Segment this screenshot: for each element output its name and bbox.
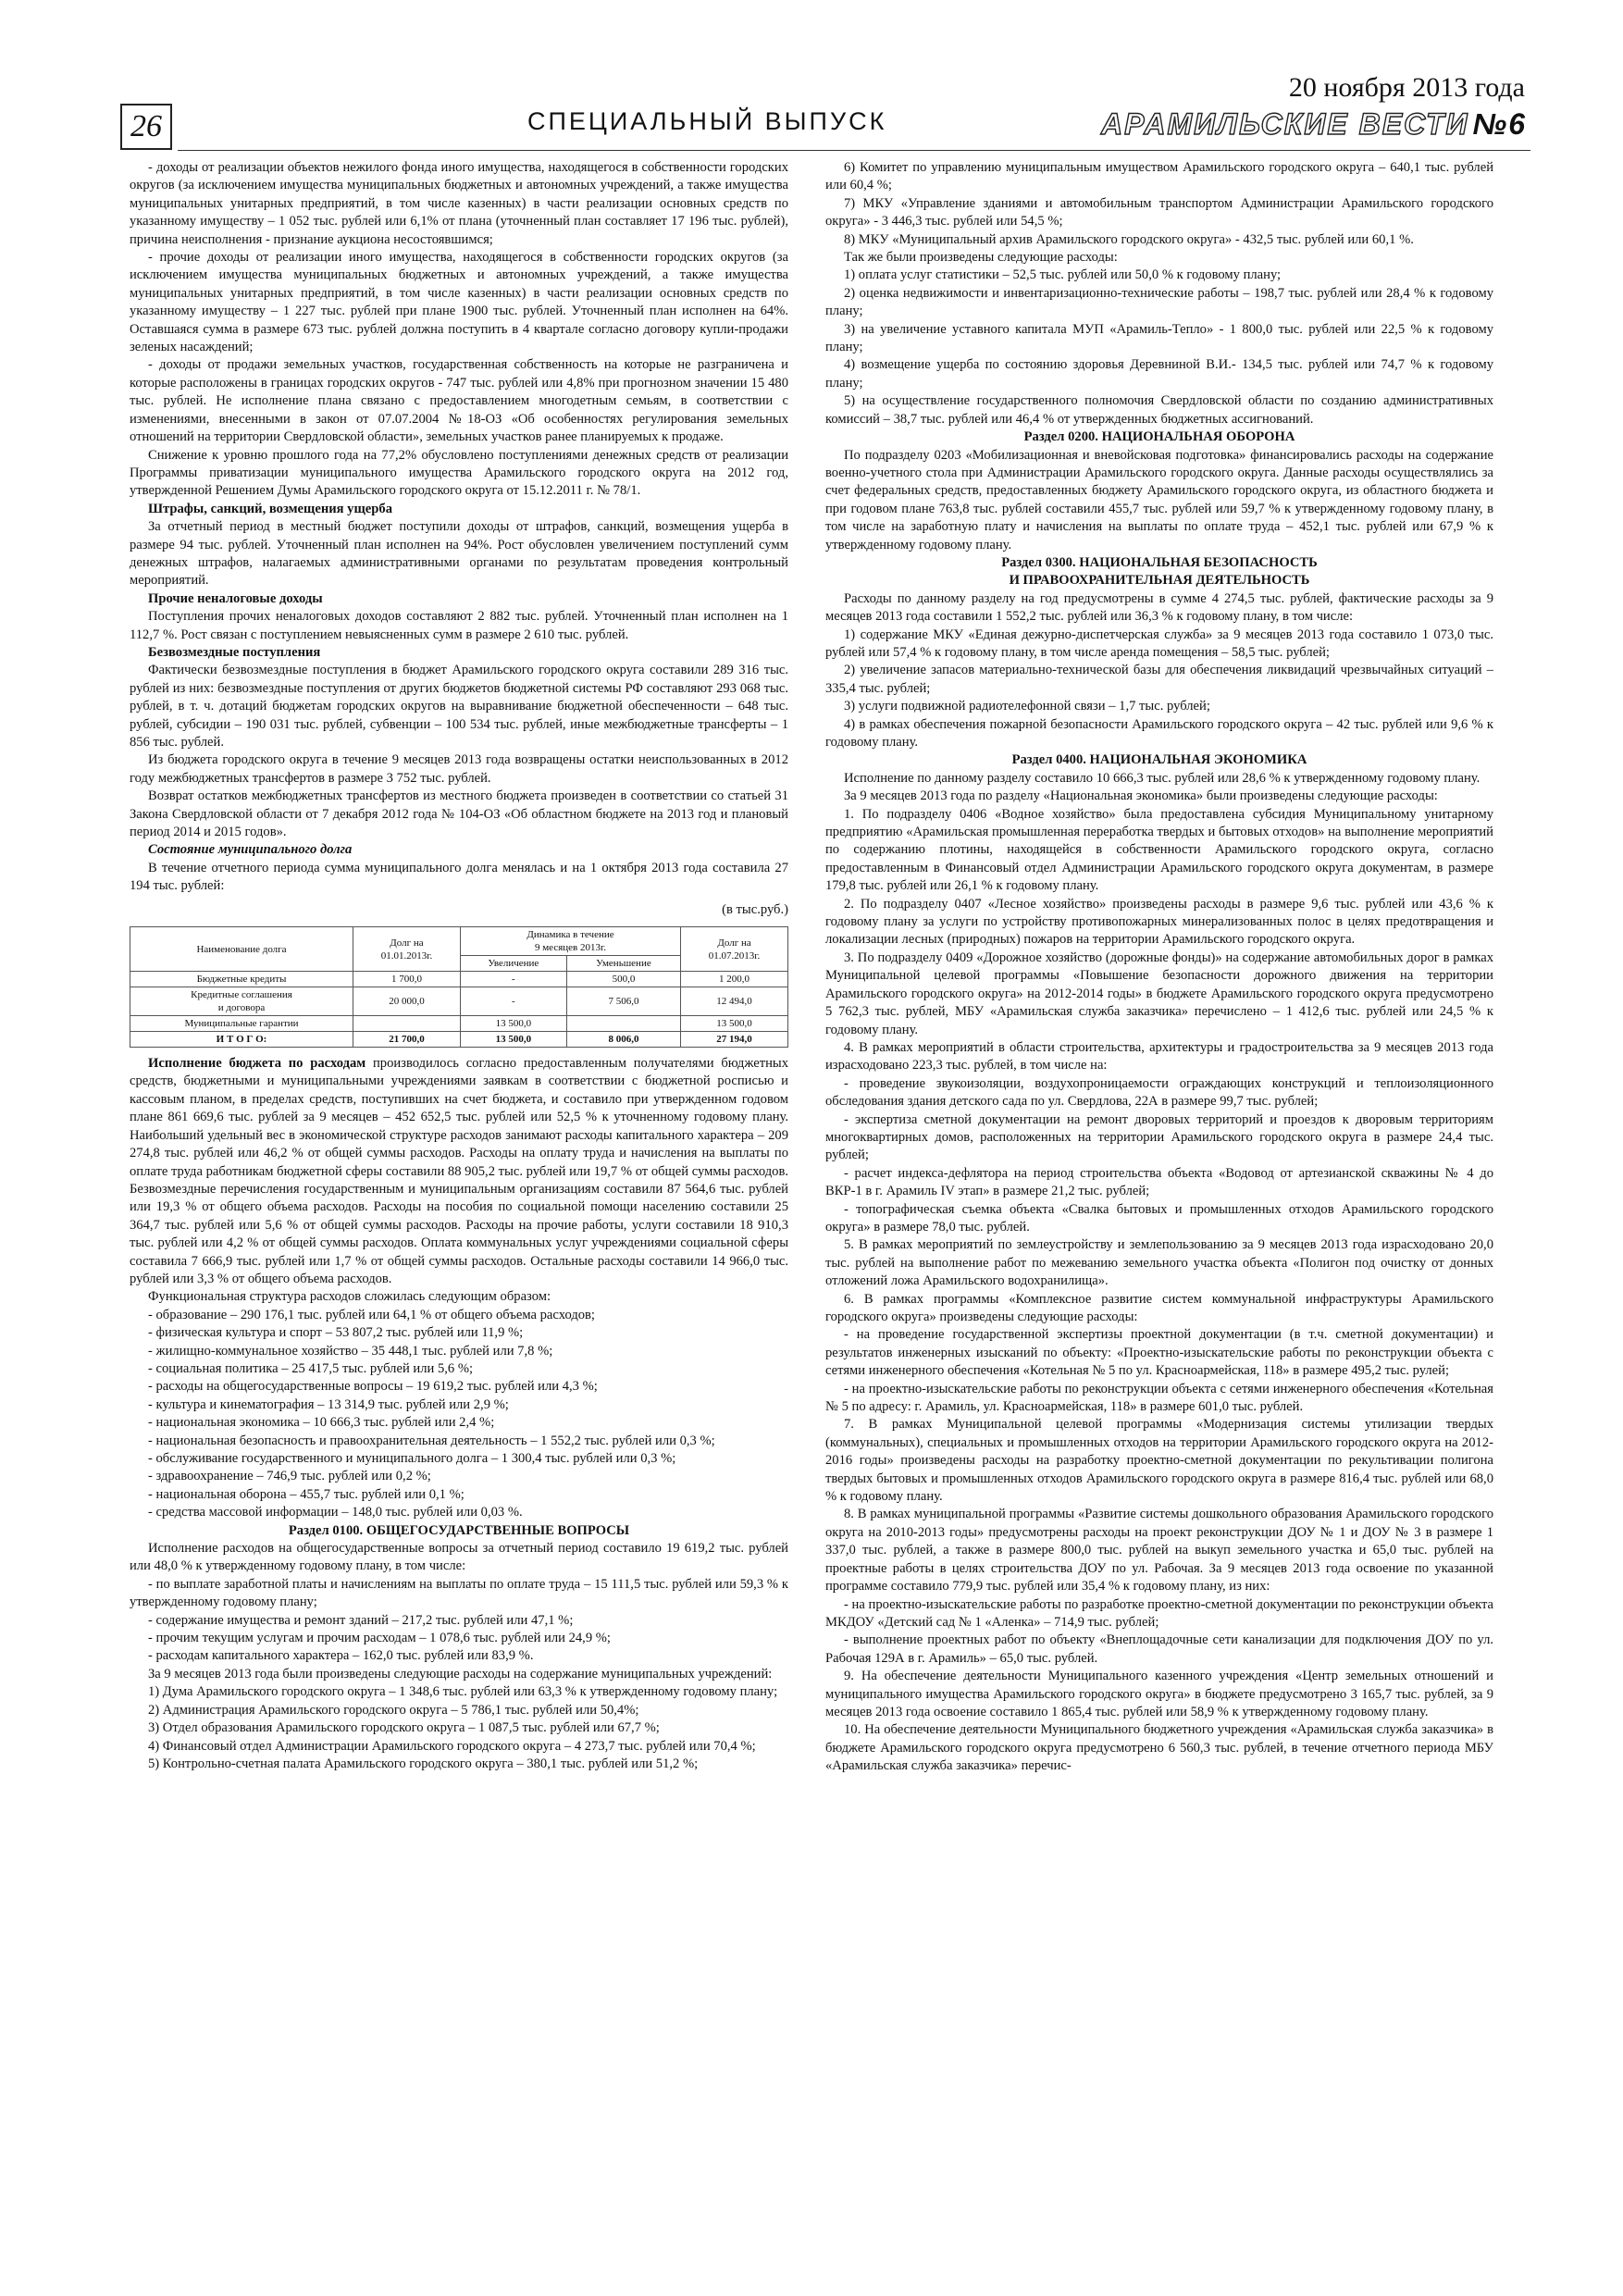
table-cell: Муниципальные гарантии [130,1016,353,1032]
header-text: Долг на [390,937,424,949]
table-cell: 1 200,0 [681,972,788,987]
paragraph [130,1055,788,1288]
paragraph: Функциональная структура расходов сложилась следующим образом: [148,1289,551,1305]
paragraph: За 9 месяцев 2013 года по разделу «Национальная экономика» были произведены следующие расходы: [844,788,1438,804]
paragraph: Снижение к уровню прошлого года на 77,2% обусловлено поступлениями денежных средств от реализации Программы приватизации муниципального имущества Арамильского городского округа на 2012 год, утвержденной Решением Думы Арамильского городского округа от 15.12.2011 г. № 78/1. [130,447,788,499]
paragraph: 3. По подразделу 0409 «Дорожное хозяйство (дорожные фонды)» на содержание автомобильных дорог в рамках Муниципальной целевой программы «Повышение безопасности дорожного движения на территории Арамильского городского округа» на 2012-2014 годы» в бюджете Арамильского городского округа предусмотрено 5 762,3 тыс. рублей, МБУ «Арамильская служба заказчика» перечислено – 1 412,6 тыс. рублей или 24,5 % к годовому плану. [825,949,1493,1037]
paragraph: За 9 месяцев 2013 года были произведены следующие расходы на содержание муниципальных учреждений: [148,1666,773,1682]
table-cell: 21 700,0 [353,1032,461,1048]
list-item: - расходам капитального характера – 162,0 тыс. рублей или 83,9 %. [148,1648,534,1664]
paragraph: 1. По подразделу 0406 «Водное хозяйство» была предоставлена субсидия Муниципальному унитарному предприятию «Арамильская промышленная переработка твердых и бытовых отходов» на выполнение мероприятий по содержанию плотины, находящейся в собственности Арамильского городского округа, согласно предоставленным в Финансовый отдел Администрации Арамильского городского округа документам, в размере 179,8 тыс. рублей или 26,1 % к годовому плану. [825,806,1493,894]
paragraph: - доходы от реализации объектов нежилого фонда иного имущества, находящегося в собственности городских округов (за исключением имущества муниципальных бюджетных и автономных учреждений, а также имущества муниципальных унитарных предприятий, в том числе казенных) в части реализации основных средств по указанному имуществу – 1 052 тыс. рублей или 6,1% от плана (уточненный план составляет 17 196 тыс. рублей), причина неисполнения - признание аукциона несостоявшимся; [130,160,788,247]
table-row [130,987,788,1016]
paragraph: Из бюджета городского округа в течение 9 месяцев 2013 года возвращены остатки неиспользованных в 2012 году межбюджетных трансфертов в размере 3 752 тыс. рублей. [130,752,788,786]
list-item: - жилищно-коммунальное хозяйство – 35 448,1 тыс. рублей или 7,8 %; [148,1343,553,1359]
table-cell: И Т О Г О: [130,1032,353,1048]
section-heading: Раздел 0300. НАЦИОНАЛЬНАЯ БЕЗОПАСНОСТЬ [1001,554,1318,570]
subheading: Состояние муниципального долга [148,842,353,858]
subheading: Прочие неналоговые доходы [148,590,323,606]
list-item: 8) МКУ «Муниципальный архив Арамильского городского округа» - 432,5 тыс. рублей или 60,1 %. [844,231,1414,247]
header-text: Динамика в течение [527,929,614,941]
list-item: - социальная политика – 25 417,5 тыс. рублей или 5,6 %; [148,1360,474,1376]
list-item: - по выплате заработной платы и начислениям на выплаты по оплате труда – 15 111,5 тыс. рублей или 59,3 % к утвержденному годовому плану; [130,1576,788,1610]
list-item: 6) Комитет по управлению муниципальным имуществом Арамильского городского округа – 640,1 тыс. рублей или 60,4 %; [825,160,1493,193]
cell-text: и договора [217,1002,266,1014]
paragraph: За отчетный период в местный бюджет поступили доходы от штрафов, санкций, возмещения ущерба в размере 94 тыс. рублей. Уточненный план исполнен на 94%. Рост обусловлен увеличением поступлений сумм денежных штрафов, налагаемых административными органами по результатам проведения контрольный мероприятий. [130,519,788,589]
table-header-cell [353,927,461,972]
table-cell: 12 494,0 [681,987,788,1016]
list-item: 5) на осуществление государственного полномочия Свердловской области по созданию административных комиссий – 38,7 тыс. рублей или 46,4 % от утвержденных бюджетных ассигнований. [825,393,1493,427]
table-unit: (в тыс.руб.) [722,901,788,917]
paragraph: 2. По подразделу 0407 «Лесное хозяйство» произведены расходы в размере 9,6 тыс. рублей или 43,6 % к годовому плану за услуги по устройству противопожарных минерализованных полос в целях предотвращения и локализации лесных (природных) пожаров на территории Арамильского городского округа. [825,896,1493,948]
issue-date: 20 ноября 2013 года [1288,72,1525,103]
subheading: Штрафы, санкций, возмещения ущерба [148,501,392,516]
paragraph: Так же были произведены следующие расходы: [844,250,1118,266]
table-cell: 20 000,0 [353,987,461,1016]
header-text: 01.07.2013г. [708,949,761,962]
list-item: 4) Финансовый отдел Администрации Арамильского городского округа – 4 273,7 тыс. рублей или 70,4 %; [148,1738,756,1754]
paragraph: 7. В рамках Муниципальной целевой программы «Модернизация системы утилизации твердых (коммунальных), специальных и промышленных отходов на территории Арамильского городского округа на 2012-2016 годы» произведены расходы на разработку проектно-сметной документации по рекультивации полигона твердых бытовых и промышленных отходов Арамильского городского округа в размере 816,4 тыс. рублей или 68,0 % к годовому плану. [825,1417,1493,1505]
lead-phrase: Исполнение бюджета по расходам [148,1056,366,1072]
list-item: - проведение звукоизоляции, воздухопроницаемости ограждающих конструкций и теплоизоляционного обследования здания детского сада по ул. Свердлова, 22А в размере 99,7 тыс. рублей; [825,1075,1493,1110]
list-item: 3) услуги подвижной радиотелефонной связи – 1,7 тыс. рублей; [844,699,1210,714]
paragraph: 6. В рамках программы «Комплексное развитие систем коммунальной инфраструктуры Арамильского городского округа» произведены следующие расходы: [825,1291,1493,1324]
list-item: 3) Отдел образования Арамильского городского округа – 1 087,5 тыс. рублей или 67,7 %; [148,1720,660,1736]
list-item: - национальная безопасность и правоохранительная деятельность – 1 552,2 тыс. рублей или 0,3 %; [148,1433,715,1448]
table-row [130,1016,788,1032]
list-item: - экспертиза сметной документации на ремонт дворовых территорий и проездов к дворовым территориям многоквартирных домов, расположенных на территории Арамильского городского округа в размере 24,4 тыс. рублей; [825,1111,1493,1163]
table-cell: 500,0 [566,972,680,987]
list-item: 1) оплата услуг статистики – 52,5 тыс. рублей или 50,0 % к годовому плану; [844,267,1282,283]
right-column [825,159,1493,2278]
paragraph: Исполнение расходов на общегосударственные вопросы за отчетный период составило 19 619,2 тыс. рублей или 48,0 % к утвержденному годовому плану, в том числе: [130,1541,788,1574]
list-item: 1) Дума Арамильского городского округа – 1 348,6 тыс. рублей или 63,3 % к утвержденному годовому плану; [148,1684,778,1700]
table-cell [566,1016,680,1032]
list-item: 5) Контрольно-счетная палата Арамильского городского округа – 380,1 тыс. рублей или 51,2 %; [148,1756,699,1771]
paragraph: 10. На обеспечение деятельности Муниципального бюджетного учреждения «Арамильская служба заказчика» в бюджете Арамильского городского округа предусмотрено 6 560,3 тыс. рублей, в течение отчетного периода МБУ «Арамильская служба заказчика» перечис- [825,1722,1493,1774]
left-column [130,159,788,2278]
table-header-row [130,927,788,956]
issue-number: №6 [1472,107,1527,141]
list-item: - физическая культура и спорт – 53 807,2 тыс. рублей или 11,9 %; [148,1325,524,1341]
paragraph: В течение отчетного периода сумма муниципального долга менялась и на 1 октября 2013 года составила 27 194 тыс. рублей: [130,860,788,894]
list-item: - национальная оборона – 455,7 тыс. рублей или 0,1 %; [148,1486,465,1502]
paragraph: 5. В рамках мероприятий по землеустройству и землепользованию за 9 месяцев 2013 года израсходовано 20,0 тыс. рублей на выполнение работ по межеванию земельного участка объекта «Полигон под очистку от донных отложений ложа Арамильского водохранилища». [825,1237,1493,1289]
table-cell: 13 500,0 [460,1032,566,1048]
section-heading: Раздел 0200. НАЦИОНАЛЬНАЯ ОБОРОНА [1023,429,1295,445]
list-item: - культура и кинематография – 13 314,9 тыс. рублей или 2,9 %; [148,1396,509,1412]
cell-text: Кредитные соглашения [191,989,292,1001]
list-item: - образование – 290 176,1 тыс. рублей или 64,1 % от общего объема расходов; [148,1307,595,1322]
table-cell: 8 006,0 [566,1032,680,1048]
section-title: СПЕЦИАЛЬНЫЙ ВЫПУСК [527,107,887,135]
masthead [1101,107,1527,142]
table-cell: 7 506,0 [566,987,680,1016]
paragraph: Фактически безвозмездные поступления в бюджет Арамильского городского округа составили 289 316 тыс. рублей из них: безвозмездные поступления от других бюджетов бюджетной системы РФ составляют 293 068 тыс. рублей, в т. ч. дотаций бюджетам городских округов на выравнивание бюджетной обеспеченности – 648 тыс. рублей, субсидии – 190 031 тыс. рублей, субвенции – 100 534 тыс. рублей, иные межбюджетные трансферты – 1 856 тыс. рублей. [130,663,788,750]
list-item: 1) содержание МКУ «Единая дежурно-диспетчерская служба» за 9 месяцев 2013 года составило 1 073,0 тыс. рублей или 57,4 % к годовому плану, в том числе аренда помещения – 58,5 тыс. рублей; [825,627,1493,660]
table-cell: 1 700,0 [353,972,461,987]
header-rule [178,150,1530,151]
list-item: - здравоохранение – 746,9 тыс. рублей или 0,2 %; [148,1469,431,1484]
paragraph: Исполнение по данному разделу составило 10 666,3 тыс. рублей или 28,6 % к утвержденному годовому плану. [844,770,1481,786]
table-row [130,972,788,987]
subheading: Безвозмездные поступления [148,644,321,660]
table-cell [353,1016,461,1032]
table-header-cell: Наименование долга [130,927,353,972]
table-cell: 13 500,0 [460,1016,566,1032]
paragraph: 4. В рамках мероприятий в области строительства, архитектуры и градостроительства за 9 месяцев 2013 года израсходовано 223,3 тыс. рублей, в том числе на: [825,1039,1493,1074]
section-heading: Раздел 0400. НАЦИОНАЛЬНАЯ ЭКОНОМИКА [1011,752,1307,768]
table-total-row [130,1032,788,1048]
paragraph: Расходы по данному разделу на год предусмотрены в сумме 4 274,5 тыс. рублей, фактические расходы за 9 месяцев 2013 года составили 1 552,2 тыс. рублей или 36,3 % к годовому плану, в том числе: [825,590,1493,625]
header-text: Долг на [717,937,751,949]
list-item: - национальная экономика – 10 666,3 тыс. рублей или 2,4 %; [148,1415,495,1431]
table-cell: - [460,987,566,1016]
list-item: - на проведение государственной экспертизы проектной документации (в т.ч. сметной документации) и результатов инженерных изысканий по объекту: «Проектно-изыскательские работы по реконструкции объекта с сетями инженерного обеспечения «Котельная № 5 по ул. Красноармейская, 118» в размере 495,2 тыс. рулей; [825,1327,1493,1379]
table-cell: 27 194,0 [681,1032,788,1048]
debt-table [130,926,788,1048]
page-header [120,72,1530,152]
list-item: - топографическая съемка объекта «Свалка бытовых и промышленных отходов Арамильского городского округа» в размере 78,0 тыс. рублей. [825,1201,1493,1235]
paragraph: - доходы от продажи земельных участков, государственная собственность на которые не разграничена и которые расположены в границах городских округов - 747 тыс. рублей или 4,8% при прогнозном значении 15 480 тыс. рублей. Не исполнение плана связано с предоставлением многодетным семьям, в соответствии с изменениями, внесенными в закон от 07.07.2004 №18-ОЗ «Об особенностях регулирования земельных отношений на территории Свердловской области», земельных участков ранее планируемых к продаже. [130,357,788,445]
paragraph: Возврат остатков межбюджетных трансфертов из местного бюджета произведен в соответствии со статьей 31 Закона Свердловской области от 7 декабря 2012 года № 104-ОЗ «Об областном бюджете на 2013 год и плановый период 2014 и 2015 годов». [130,788,788,840]
list-item: 2) оценка недвижимости и инвентаризационно-технические работы – 198,7 тыс. рублей или 28,4 % к годовому плану; [825,285,1493,319]
list-item: 4) возмещение ущерба по состоянию здоровья Деревниной В.И.- 134,5 тыс. рублей или 74,7 % к годовому плану; [825,357,1493,391]
list-item: 7) МКУ «Управление зданиями и автомобильным транспортом Администрации Арамильского городского округа» - 3 446,3 тыс. рублей или 54,5 %; [825,195,1493,230]
list-item: - на проектно-изыскательские работы по разработке проектно-сметной документации по реконструкции объекта МКДОУ «Детский сад № 1 «Аленка» – 714,9 тыс. рублей; [825,1596,1493,1630]
paragraph-text: производилось согласно предоставленным получателями бюджетных средств, бюджетными и муниципальными учреждениями заявкам в соответствии с бюджетной росписью и кассовым планом, в пределах средств, поступивших на счет бюджета, и составило при утвержденном годовом плане 861 669,6 тыс. рублей за 9 месяцев – 452 652,5 тыс. рублей или 52,5 % к уточненному годовому плану. Наибольший удельный вес в экономической структуре расходов занимают расходы капитального характера – 209 274,8 тыс. рублей или 46,2 % от общей суммы расходов. Расходы на оплату труда и начисления на выплаты по оплате труда работникам бюджетной сферы составили 88 905,2 тыс. рублей или 19,7 % от общей суммы расходов. Безвозмездные перечисления государственным и муниципальным организациям составили 87 564,6 тыс. рублей или 19,3 % от общего объема расходов. Расходы на пособия по социальной помощи населению составили 25 364,7 тыс. рублей или 5,6 % от общей суммы расходов. Расходы на прочие работы, услуги составили 18 910,3 тыс. рублей или 4,2 % от общей суммы расходов. Оплата коммунальных услуг учреждениями социальной сферы составила 7 666,9 тыс. рублей или 1,7 % от общей суммы расходов. Остальные расходы составили 14 966,0 тыс. рублей или 3,3 % от общего объема расходов. [130,1056,788,1286]
page-number: 26 [120,104,172,150]
paragraph: 9. На обеспечение деятельности Муниципального казенного учреждения «Центр земельных отношений и муниципального имущества Арамильского городского округа» в бюджете предусмотрено 3 165,7 тыс. рублей, за 9 месяцев 2013 года освоение составило 1 865,4 тыс. рублей или 58,9 % к утвержденному годовому плану. [825,1669,1493,1719]
paragraph: По подразделу 0203 «Мобилизационная и вневойсковая подготовка» финансировались расходы на содержание военно-учетного стола при Администрации Арамильского городского округа. Данные расходы осуществлялись за счет федеральных средств, предоставленных бюджету Арамильского городского округа, из областного бюджета и при годовом плане 763,8 тыс. рублей составили 455,7 тыс. рублей или 59,7 % к утвержденному годовому плану, в том числе на заработную плату и начисления на выплаты по оплате труда – 452,1 тыс. рублей или 67,9 % к утвержденному годовому плану. [825,447,1493,552]
section-heading: Раздел 0100. ОБЩЕГОСУДАРСТВЕННЫЕ ВОПРОСЫ [288,1522,630,1538]
table-header-cell [681,927,788,972]
list-item: 2) Администрация Арамильского городского округа – 5 786,1 тыс. рублей или 50,4%; [148,1702,639,1718]
list-item: - средства массовой информации – 148,0 тыс. рублей или 0,03 %. [148,1505,523,1520]
paragraph: - прочие доходы от реализации иного имущества, находящегося в собственности городских округов (за исключением имущества муниципальных бюджетных и автономных учреждений, а также имущества муниципальных унитарных предприятий, в том числе казенных) в части реализации основных средств по указанному имуществу – 1 227 тыс. рублей при плане 1900 тыс. рублей. Уточненный план исполнен на 64%. Оставшаяся сумма в размере 673 тыс. рублей должна поступить в 4 квартале согласно договору купли-продажи зеленых насаждений; [130,250,788,355]
table-cell: 13 500,0 [681,1016,788,1032]
table-header-cell: Увеличение [460,956,566,972]
list-item: - на проектно-изыскательские работы по реконструкции объекта с сетями инженерного обеспечения «Котельная № 5 по адресу: г. Арамиль, ул. Красноармейская, 118» в размере 601,0 тыс. рублей. [825,1381,1493,1415]
paragraph: 8. В рамках муниципальной программы «Развитие системы дошкольного образования Арамильского городского округа на 2010-2013 годы» предусмотрены расходы на проект реконструкции ДОУ № 1 и ДОУ № 3 в размере 1 337,0 тыс. рублей, а также в размере 800,0 тыс. рублей на выкуп земельного участка и 65,0 тыс. рублей на проектные работы в целях строительства ДОУ по ул. Рабочая. За 9 месяцев 2013 года освоение по указанной программе составило 779,9 тыс. рублей или 35,4 % к годовому плану, из них: [825,1507,1493,1595]
header-text: 01.01.2013г. [380,949,433,962]
table-cell: - [460,972,566,987]
section-heading: И ПРАВООХРАНИТЕЛЬНАЯ ДЕЯТЕЛЬНОСТЬ [1009,573,1310,589]
list-item: - содержание имущества и ремонт зданий – 217,2 тыс. рублей или 47,1 %; [148,1612,574,1628]
header-text: 9 месяцев 2013г. [534,942,607,954]
list-item: 4) в рамках обеспечения пожарной безопасности Арамильского городского округа – 42 тыс. рублей или 9,6 % к годовому плану. [825,716,1493,750]
list-item: 2) увеличение запасов материально-технической базы для обеспечения ликвидаций чрезвычайных ситуаций – 335,4 тыс. рублей; [825,663,1493,696]
list-item: - прочим текущим услугам и прочим расходам – 1 078,6 тыс. рублей или 24,9 %; [148,1631,611,1646]
newspaper-name: АРАМИЛЬСКИЕ ВЕСТИ [1100,107,1469,141]
table-cell: Бюджетные кредиты [130,972,353,987]
list-item: - обслуживание государственного и муниципального долга – 1 300,4 тыс. рублей или 0,3 %; [148,1451,676,1466]
list-item: - расчет индекса-дефлятора на период строительства объекта «Водовод от артезианской скважины № 4 до ВКР-1 в г. Арамиль IV этап» в размере 21,2 тыс. рублей; [825,1165,1493,1199]
paragraph: Поступления прочих неналоговых доходов составляют 2 882 тыс. рублей. Уточненный план исполнен на 1 112,7 %. Рост связан с поступлением невыясненных сумм в размере 2 610 тыс. рублей. [130,609,788,642]
table-header-cell [460,927,680,956]
table-cell [130,987,353,1016]
list-item: - расходы на общегосударственные вопросы – 19 619,2 тыс. рублей или 4,3 %; [148,1379,598,1395]
table-header-cell: Уменьшение [566,956,680,972]
list-item: 3) на увеличение уставного капитала МУП «Арамиль-Тепло» - 1 800,0 тыс. рублей или 22,5 % к годовому плану; [825,321,1493,355]
list-item: - выполнение проектных работ по объекту «Внеплощадочные сети канализации для подключения ДОУ по ул. Рабочая 129А в г. Арамиль» – 65,0 тыс. рублей. [825,1632,1493,1666]
